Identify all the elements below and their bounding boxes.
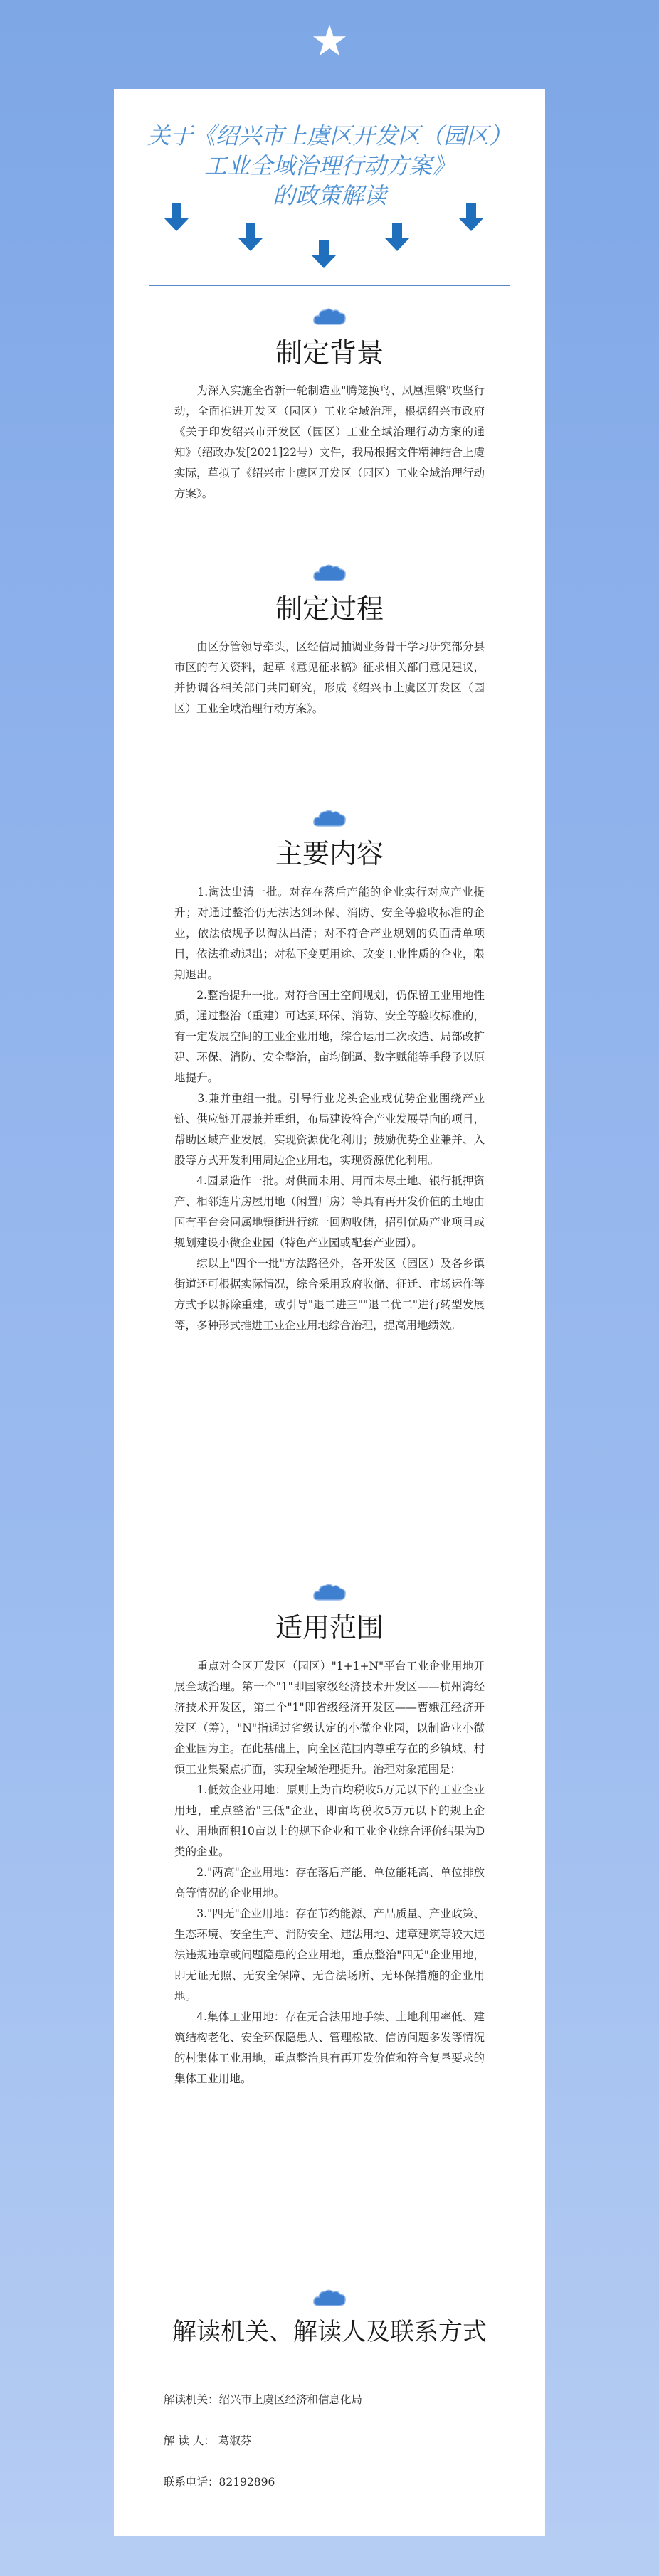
- contact-person: 解 读 人： 葛淑芬: [164, 2434, 252, 2447]
- down-arrow-icon: [315, 240, 332, 268]
- section-body-content: 1.淘汰出清一批。对存在落后产能的企业实行对应产业提升；对通过整治仍无法达到环保、消防、安全等验收标准的企业，依法依规予以淘汰出清；对不符合产业规划的负面清单项目，依法推动退出；对私下变更用途、改变工业性质的企业，限期退出。 2.整治提升一批。对符合国土空间规划，仍保留工业用地性质，通过整治（重建）可达到环保、消防、安全等验收标准的，有一定发展空间的工业企业用地，综合运用二次改造、局部改扩建、环保、消防、安全整治，亩均倒逼、数字赋能等手段予以原地提升。 3.兼并重组一批。引导行业龙头企业或优势企业围绕产业链、供应链开展兼并重组，布局建设符合产业发展导向的项目，帮助区域产业发展，实现资源优化利用；鼓励优势企业兼并、入股等方式开发利用周边企业用地，实现资源优化利用。 4.园景造作一批。对供而未用、用而未尽土地、银行抵押资产、相邻连片房屋用地（闲置厂房）等具有再开发价值的土地由国有平台会同属地镇街进行统一回购收储，招引优质产业项目或规划建设小微企业园（特色产业园或配套产业园）。 综以上"四个一批"方法路径外，各开发区（园区）及各乡镇街道还可根据实际情况，综合采用政府收储、征迁、市场运作等方式予以拆除重建，或引导"退二进三""退二优二"进行转型发展等，多种形式推进工业企业用地综合治理，提高用地绩效。: [174, 886, 485, 1332]
- star-icon: ★: [310, 16, 349, 66]
- section-body-scope: 重点对全区开发区（园区）"1+1+N"平台工业企业用地开展全域治理。第一个"1"即国家级经济技术开发区——杭州湾经济技术开发区，第二个"1"即省级经济开发区——曹娥江经济开发区（筹），"N"指通过省级认定的小微企业园，以制造业小微企业园为主。在此基础上，向全区范围内尊重存在的乡镇域、村镇工业集聚点扩面，实现全域治理提升。治理对象范围是： 1.低效企业用地：原则上为亩均税收5万元以下的工业企业用地，重点整治"三低"企业，即亩均税收5万元以下的规上企业、用地面积10亩以上的规下企业和工业企业综合评价结果为D类的企业。 2."两高"企业用地：存在落后产能、单位能耗高、单位排放高等情况的企业用地。 3."四无"企业用地：存在节约能源、产品质量、产业政策、生态环境、安全生产、消防安全、违法用地、违章建筑等较大违法违规违章或问题隐患的企业用地，重点整治"四无"企业用地，即无证无照、无安全保障、无合法场所、无环保措施的企业用地。 4.集体工业用地：存在无合法用地手续、土地利用率低、建筑结构老化、安全环保隐患大、管理松散、信访问题多发等情况的村集体工业用地，重点整治具有再开发价值和符合复垦要求的集体工业用地。: [174, 1660, 485, 2085]
- down-arrow-icon: [389, 223, 406, 251]
- document-title: 关于《绍兴市上虞区开发区（园区） 工业全域治理行动方案》 的政策解读: [147, 122, 512, 209]
- cloud-icon: [312, 2287, 347, 2309]
- cloud-icon: [312, 562, 347, 583]
- section-title-content: 主要内容: [275, 838, 384, 869]
- section-title-background: 制定背景: [275, 337, 384, 369]
- section-title-scope: 适用范围: [275, 1612, 384, 1643]
- contact-phone: 联系电话：82192896: [164, 2476, 275, 2488]
- cloud-icon: [312, 1581, 347, 1603]
- section-title-contact: 解读机关、解读人及联系方式: [172, 2318, 487, 2346]
- section-body-background: 为深入实施全省新一轮制造业"腾笼换鸟、凤凰涅槃"攻坚行动，全面推进开发区（园区）工业全域治理，根据绍兴市政府《关于印发绍兴市开发区（园区）工业全域治理行动方案的通知》（绍政办发[2021]22号）文件，我局根据文件精神结合上虞实际，草拟了《绍兴市上虞区开发区（园区）工业全域治理行动方案》。: [174, 384, 485, 500]
- document-paper: [114, 89, 545, 2536]
- down-arrow-icon: [463, 203, 480, 231]
- cloud-icon: [312, 807, 347, 829]
- section-body-process: 由区分管领导牵头，区经信局抽调业务骨干学习研究部分县市区的有关资料，起草《意见征求稿》征求相关部门意见建议，并协调各相关部门共同研究，形成《绍兴市上虞区开发区（园区）工业全域治理行动方案》。: [174, 640, 485, 715]
- section-title-process: 制定过程: [275, 593, 384, 625]
- arrow-row: [114, 203, 545, 267]
- down-arrow-icon: [168, 203, 185, 231]
- cloud-icon: [312, 306, 347, 327]
- down-arrow-icon: [242, 223, 259, 251]
- contact-info: [164, 2369, 498, 2513]
- title-divider: [149, 285, 510, 286]
- contact-agency: 解读机关：绍兴市上虞区经济和信息化局: [164, 2393, 363, 2406]
